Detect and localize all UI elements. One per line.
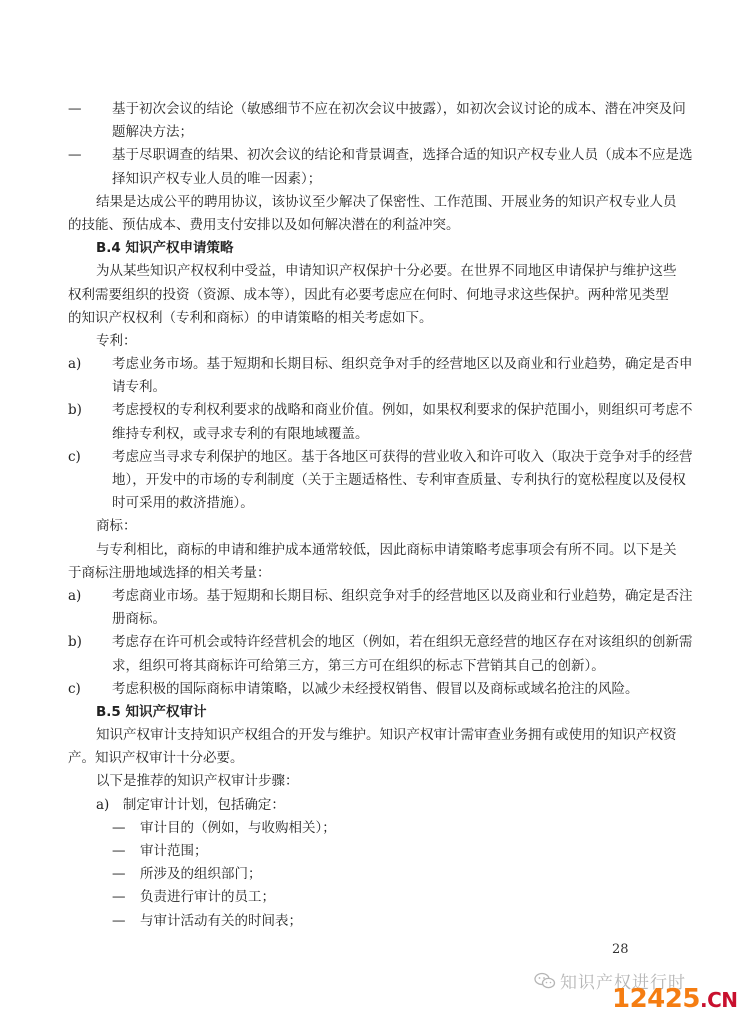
- line-text: 时可采用的救济措施）。: [112, 495, 254, 512]
- line-text: 考虑存在许可机会或特许经营机会的地区（例如，若在组织无意经营的地区存在对该组织的创新需: [112, 634, 693, 651]
- line-text: B.4 知识产权申请策略: [96, 240, 234, 257]
- sub-list-item: [68, 886, 642, 909]
- list-item-continuation: [68, 492, 642, 515]
- line-text: 考虑商业市场。基于短期和长期目标、组织竞争对手的经营地区以及商业和行业趋势，确定是否注: [112, 587, 693, 604]
- sub-list-item: [68, 863, 642, 886]
- line-text: 商标：: [96, 518, 137, 535]
- line-text: 负责进行审计的员工；: [140, 889, 275, 906]
- list-marker: c): [68, 448, 81, 465]
- dash-list-item: [68, 98, 686, 121]
- sub-list-item: [68, 840, 642, 863]
- paragraph-line: [68, 747, 642, 770]
- lettered-list-item: [68, 678, 642, 701]
- line-text: 为从某些知识产权权利中受益，申请知识产权保护十分必要。在世界不同地区申请保护与维护这些: [96, 263, 677, 280]
- list-item-continuation: [68, 376, 642, 399]
- watermark-site: [612, 984, 737, 1014]
- list-item-continuation: [68, 469, 686, 492]
- list-marker: a): [68, 356, 82, 373]
- section-heading: [68, 237, 642, 260]
- paragraph-line: [68, 307, 642, 330]
- list-marker: b): [68, 634, 82, 651]
- wechat-icon: [534, 972, 556, 990]
- page-body: [68, 98, 693, 933]
- lettered-list-item: [68, 399, 693, 422]
- line-text: 以下是推荐的知识产权审计步骤：: [96, 773, 299, 790]
- list-marker: c): [68, 680, 81, 697]
- line-text: 结果是达成公平的聘用协议，该协议至少解决了保密性、工作范围、开展业务的知识产权专业人员: [96, 193, 677, 210]
- list-marker: a): [68, 587, 82, 604]
- sub-list-item: [68, 910, 642, 933]
- line-text: 的技能、预估成本、费用支付安排以及如何解决潜在的利益冲突。: [68, 216, 460, 233]
- line-text: 基于初次会议的结论（敏感细节不应在初次会议中披露），如初次会议讨论的成本、潜在冲突及问: [112, 101, 686, 117]
- list-marker: —: [68, 147, 82, 164]
- lettered-list-item: [68, 585, 693, 608]
- line-text: B.5 知识产权审计: [96, 703, 207, 720]
- line-text: 与审计活动有关的时间表；: [140, 912, 302, 929]
- list-marker: —: [68, 101, 82, 117]
- list-item-continuation: [68, 168, 642, 191]
- lettered-list-item: [68, 353, 693, 376]
- paragraph-line: [68, 794, 642, 817]
- line-text: 专利：: [96, 332, 137, 349]
- line-text: 考虑积极的国际商标申请策略，以减少未经授权销售、假冒以及商标或域名抢注的风险。: [112, 680, 639, 697]
- section-heading: [68, 701, 642, 724]
- line-text: 题解决方法；: [112, 124, 193, 141]
- sub-list-item: [68, 817, 642, 840]
- watermark-site-tld: .CN: [699, 988, 737, 1012]
- line-text: 知识产权审计支持知识产权组合的开发与维护。知识产权审计需审查业务拥有或使用的知识产权资: [96, 727, 677, 744]
- line-text: 所涉及的组织部门；: [140, 866, 262, 883]
- line-text: 考虑业务市场。基于短期和长期目标、组织竞争对手的经营地区以及商业和行业趋势，确定是否申: [112, 356, 693, 373]
- watermark-site-number: 12425: [612, 984, 700, 1014]
- list-item-continuation: [68, 608, 642, 631]
- line-text: 审计范围；: [140, 843, 208, 859]
- line-text: 基于尽职调查的结果、初次会议的结论和背景调查，选择合适的知识产权专业人员（成本不应是选: [112, 147, 693, 164]
- line-text: 与专利相比，商标的申请和维护成本通常较低，因此商标申请策略考虑事项会有所不同。以下是关: [96, 541, 677, 558]
- paragraph-line: [68, 724, 677, 747]
- line-text: 考虑应当寻求专利保护的地区。基于各地区可获得的营业收入和许可收入（取决于竞争对手的经营: [112, 448, 693, 465]
- list-marker: —: [112, 912, 126, 929]
- line-text: 请专利。: [112, 379, 166, 396]
- list-marker: —: [112, 819, 126, 836]
- dash-list-item: [68, 144, 693, 167]
- lettered-list-item: [68, 446, 693, 469]
- paragraph-line: [68, 330, 642, 353]
- line-text: 审计目的（例如，与收购相关）；: [140, 819, 336, 836]
- paragraph-line: [68, 214, 642, 237]
- paragraph-line: [68, 191, 677, 214]
- lettered-list-item: [68, 631, 693, 654]
- line-text: 求，组织可将其商标许可给第三方，第三方可在组织的标志下营销其自己的创新）。: [112, 657, 605, 674]
- paragraph-line: [68, 770, 642, 793]
- line-text: 择知识产权专业人员的唯一因素）；: [112, 170, 322, 187]
- line-text: 的知识产权权利（专利和商标）的申请策略的相关考虑如下。: [68, 309, 433, 326]
- paragraph-line: [68, 260, 677, 283]
- line-text: 维持专利权，或寻求专利的有限地域覆盖。: [112, 425, 369, 442]
- list-marker: —: [112, 889, 126, 906]
- list-item-continuation: [68, 423, 642, 446]
- paragraph-line: [68, 562, 642, 585]
- line-text: 于商标注册地域选择的相关考量：: [68, 564, 271, 581]
- line-text: a) 制定审计计划，包括确定：: [96, 796, 285, 813]
- line-text: 权利需要组织的投资（资源、成本等），因此有必要考虑应在何时、何地寻求这些保护。两种常见类型: [68, 286, 669, 303]
- paragraph-line: [68, 539, 677, 562]
- paragraph-line: [68, 515, 642, 538]
- list-item-continuation: [68, 121, 642, 144]
- line-text: 考虑授权的专利权利要求的战略和商业价值。例如，如果权利要求的保护范围小，则组织可考虑不: [112, 402, 693, 419]
- watermark-text: 知识产权进行时: [560, 973, 686, 993]
- list-item-continuation: [68, 655, 642, 678]
- line-text: 产。知识产权审计十分必要。: [68, 750, 244, 767]
- line-text: 册商标。: [112, 611, 166, 628]
- page-number: 28: [612, 942, 629, 957]
- list-marker: —: [112, 866, 126, 883]
- list-marker: —: [112, 843, 126, 859]
- paragraph-line: [68, 284, 669, 307]
- line-text: 地），开发中的市场的专利制度（关于主题适格性、专利审查质量、专利执行的宽松程度以及侵权: [112, 472, 686, 488]
- list-marker: b): [68, 402, 82, 419]
